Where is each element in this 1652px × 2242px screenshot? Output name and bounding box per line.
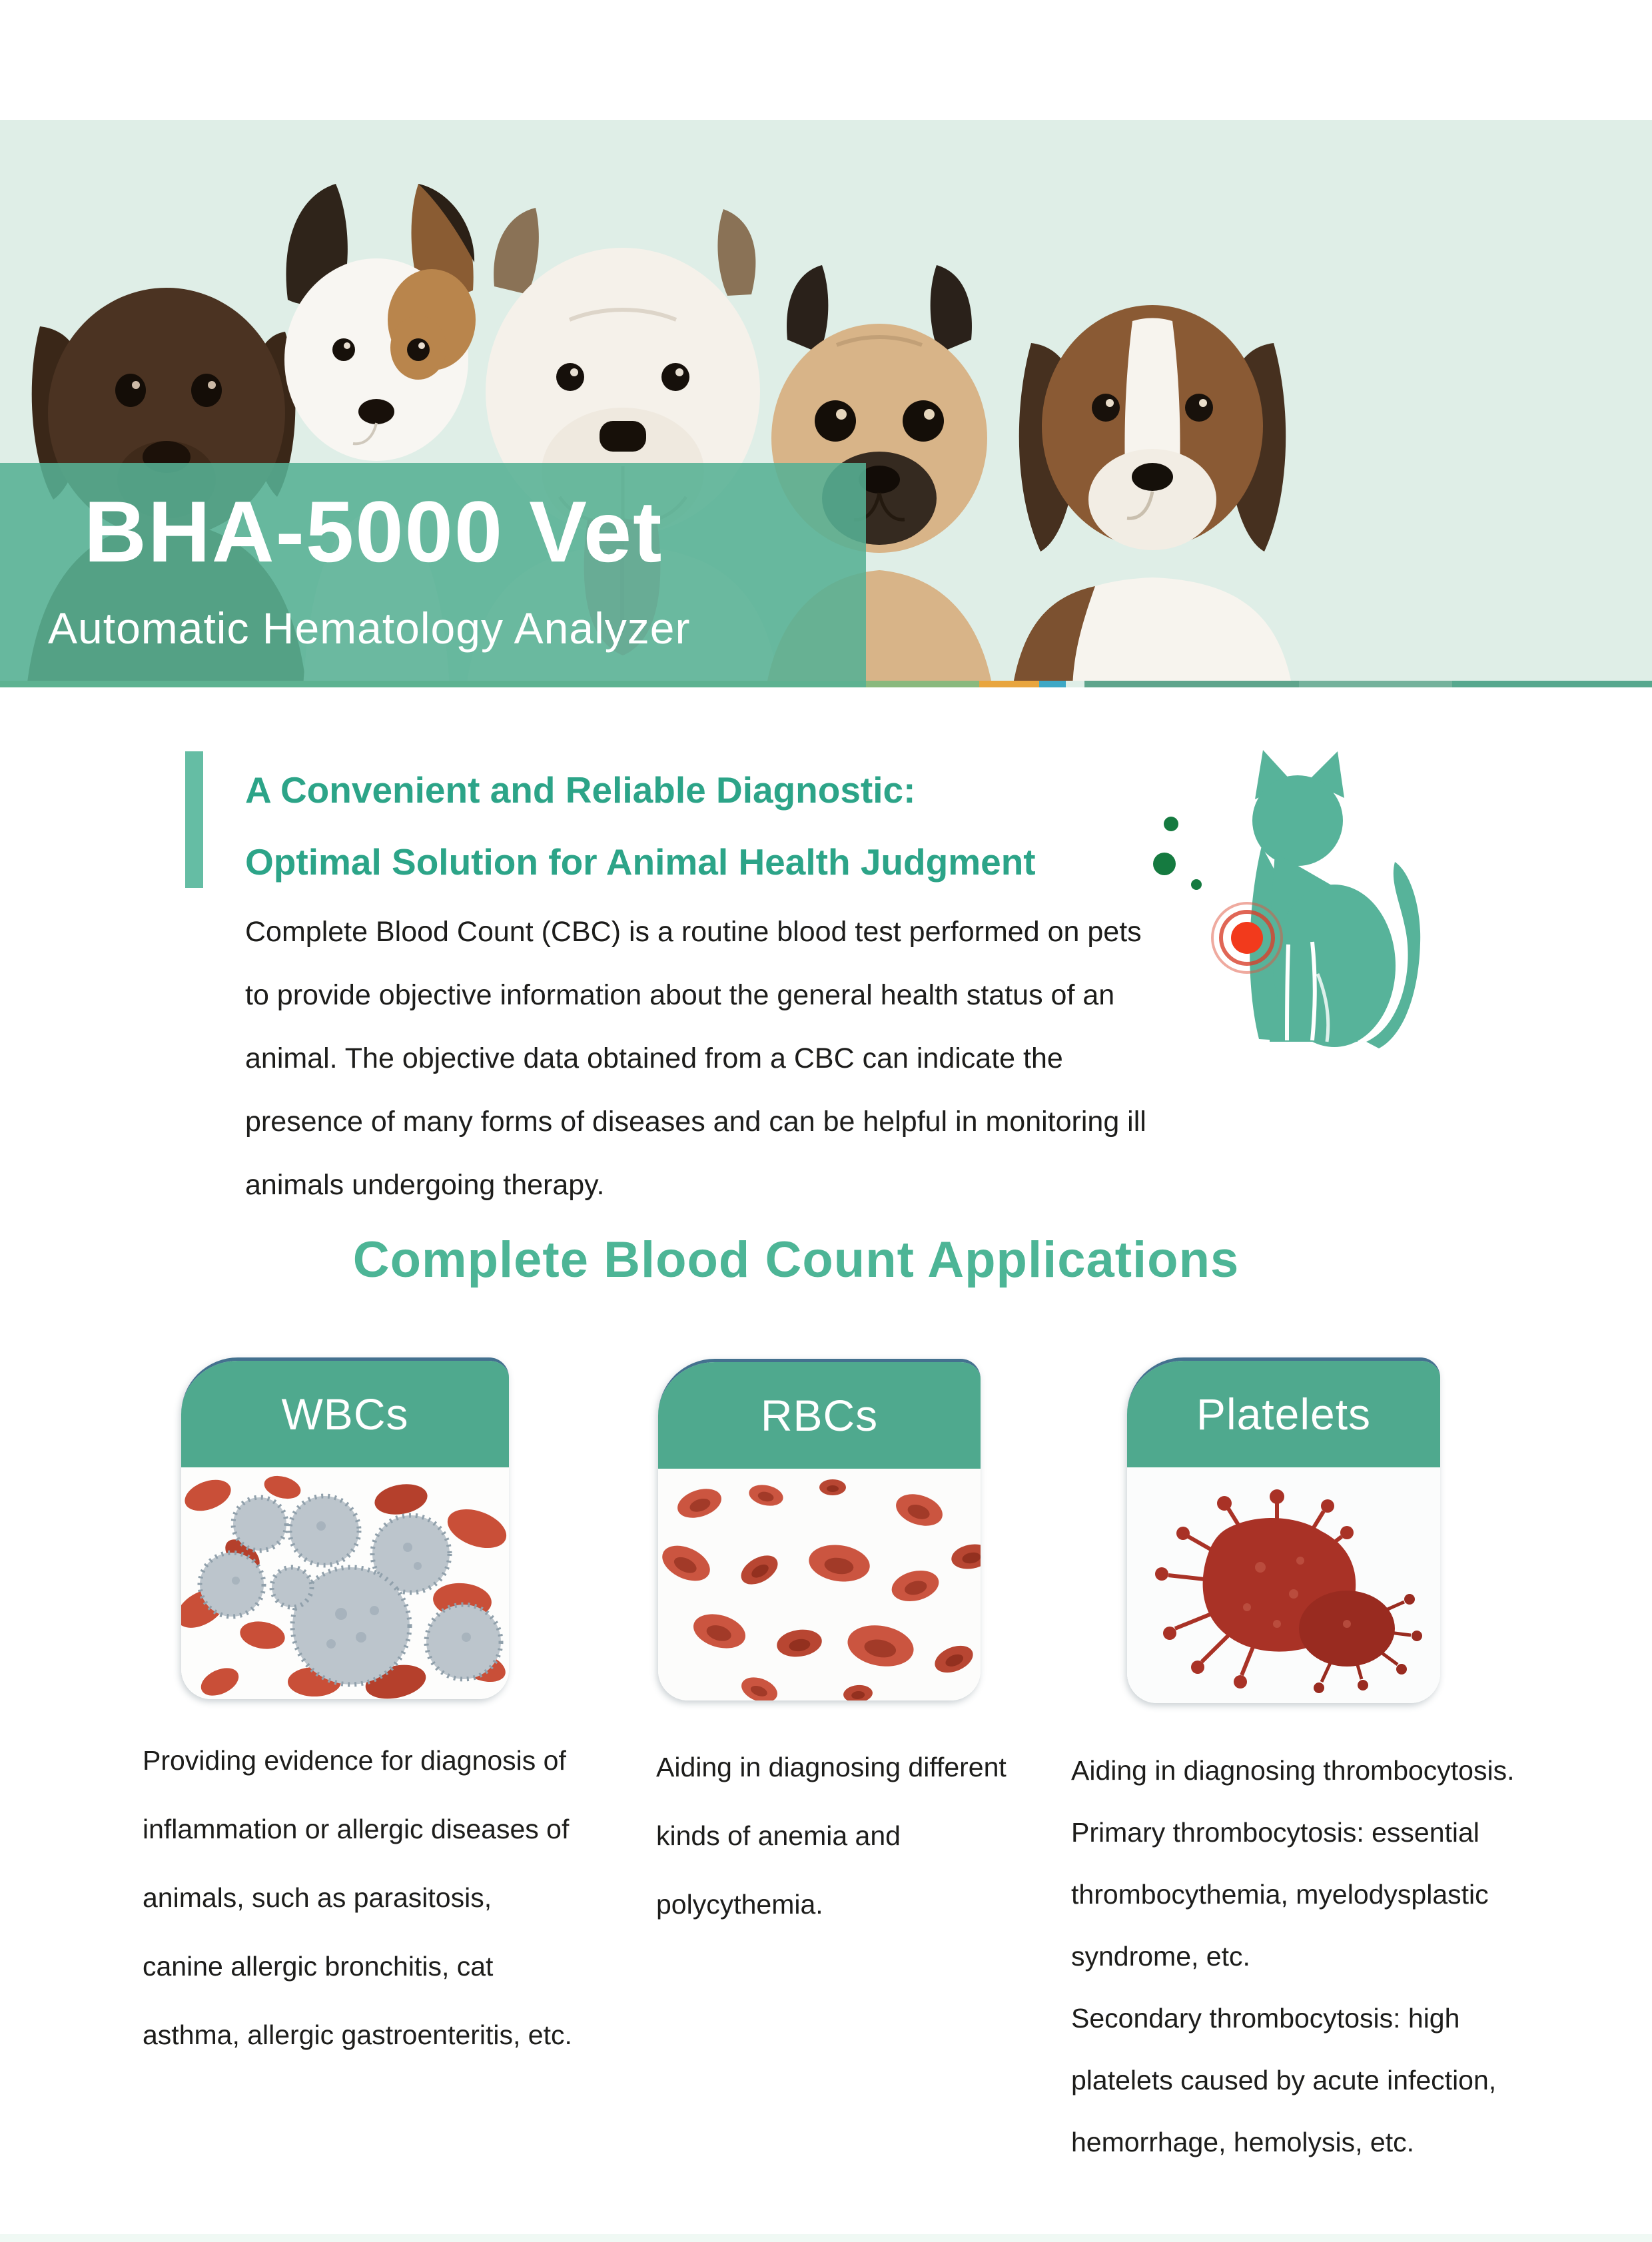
product-subtitle: Automatic Hematology Analyzer	[48, 603, 691, 653]
card-rbcs-header	[658, 1362, 981, 1469]
platelets-description-text-1: Aiding in diagnosing thrombocytosis.	[1071, 1755, 1515, 1786]
platelets-description-text-3: Secondary thrombocytosis: high platelets caused by acute infection, hemorrhage, hemolysis, etc.	[1071, 2003, 1497, 2157]
platelets-description-text-2: Primary thrombocytosis: essential thrombocythemia, myelodysplastic syndrome, etc.	[1071, 1817, 1489, 1972]
card-wbcs-header	[181, 1361, 509, 1467]
hero-section	[0, 120, 1652, 687]
diagnostic-heading-line1: A Convenient and Reliable Diagnostic:	[245, 769, 916, 811]
card-rbcs-label: RBCs	[760, 1391, 879, 1440]
card-wbcs-image	[181, 1467, 509, 1699]
wbcs-description	[143, 1726, 579, 2069]
teal-cat-icon	[1170, 741, 1430, 1060]
hero-title-banner	[0, 463, 866, 687]
platelets-description	[1071, 1740, 1544, 2173]
product-title: BHA-5000 Vet	[84, 483, 663, 580]
footer-strip	[0, 2234, 1652, 2242]
rbcs-description	[656, 1733, 1019, 1939]
cat-silhouette-illustration	[1170, 741, 1430, 1060]
applications-title: Complete Blood Count Applications	[352, 1232, 1240, 1288]
card-wbcs-label: WBCs	[281, 1389, 409, 1439]
puppy-beagle	[1013, 305, 1292, 687]
card-rbcs	[658, 1359, 981, 1700]
wbcs-description-text: Providing evidence for diagnosis of inflammation or allergic diseases of animals, such as parasitosis, canine allergic bronchitis, cat asthma, allergic gastroenteritis, etc.	[143, 1745, 572, 2050]
card-platelets-header	[1127, 1361, 1440, 1467]
platelets-image	[1127, 1467, 1440, 1703]
card-platelets	[1127, 1357, 1440, 1703]
rbcs-description-text: Aiding in diagnosing different kinds of anemia and polycythemia.	[656, 1752, 1007, 1920]
card-rbcs-image	[658, 1469, 981, 1700]
card-platelets-label: Platelets	[1196, 1389, 1372, 1439]
alert-dot	[1231, 922, 1263, 954]
red-blood-cells-image	[658, 1469, 981, 1700]
heading-accent-bar	[185, 751, 203, 888]
card-platelets-image	[1127, 1467, 1440, 1703]
diagnostic-heading-line2: Optimal Solution for Animal Health Judgment	[245, 841, 1036, 883]
diagnostic-heading	[245, 754, 1036, 898]
diagnostic-paragraph: Complete Blood Count (CBC) is a routine blood test performed on pets to provide objective information about the general health status of an animal. The objective data obtained from a CBC can indicate the presence of many forms of diseases and can be helpful in monitoring ill animals undergoing therapy.	[245, 916, 1146, 1201]
card-wbcs	[181, 1357, 509, 1699]
white-blood-cells-image	[181, 1467, 509, 1699]
